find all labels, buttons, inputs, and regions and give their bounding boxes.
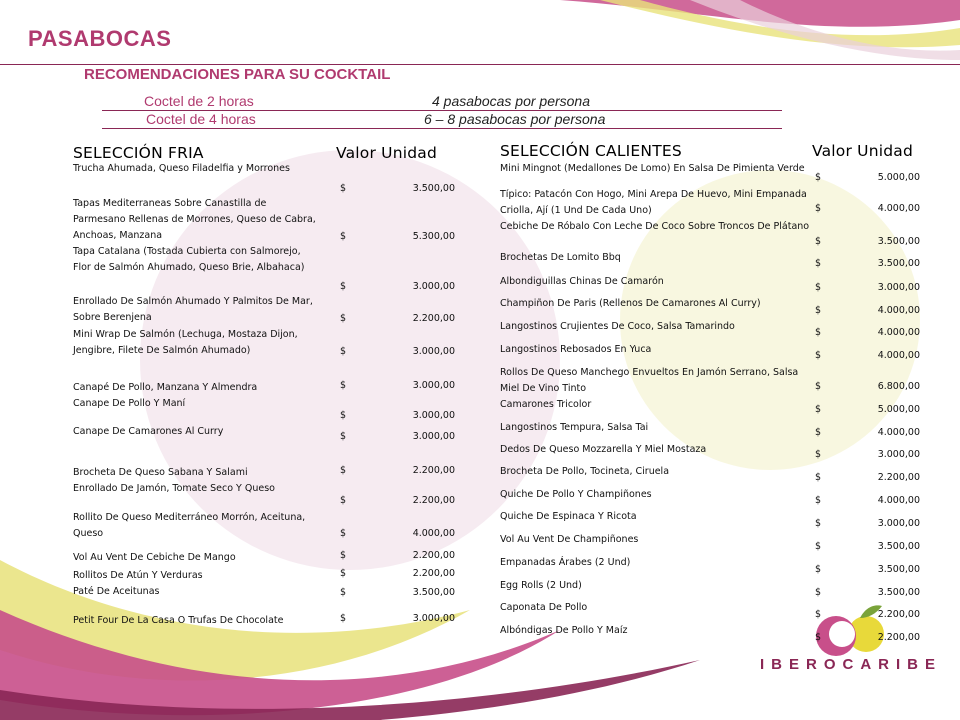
menu-item-name: Mini Wrap De Salmón (Lechuga, Mostaza Dijon, [73, 329, 298, 340]
menu-item-price: 3.000,00 [412, 613, 455, 624]
menu-item-name: Rollitos De Atún Y Verduras [73, 570, 203, 581]
currency-symbol: $ [340, 495, 347, 506]
menu-item-price: 3.000,00 [412, 346, 455, 357]
currency-symbol: $ [340, 410, 347, 421]
menu-item-name: Tapas Mediterraneas Sobre Canastilla de [73, 198, 267, 209]
menu-item-price: 3.000,00 [412, 281, 455, 292]
currency-symbol: $ [815, 282, 822, 293]
currency-symbol: $ [815, 632, 822, 643]
menu-item-price: 3.500,00 [877, 236, 920, 247]
menu-item-name: Enrollado De Jamón, Tomate Seco Y Queso [73, 483, 275, 494]
plan-value: 6 – 8 pasabocas por persona [424, 111, 606, 127]
menu-item-price: 5.000,00 [877, 172, 920, 183]
menu-item-name: Vol Au Vent De Champiñones [500, 534, 639, 545]
currency-symbol: $ [815, 172, 822, 183]
menu-item-name: Sobre Berenjena [73, 312, 152, 323]
menu-item-price: 4.000,00 [877, 495, 920, 506]
menu-item-name: Canapé De Pollo, Manzana Y Almendra [73, 382, 258, 393]
menu-item-price: 2.200,00 [412, 568, 455, 579]
currency-symbol: $ [340, 281, 347, 292]
menu-item-name: Tapa Catalana (Tostada Cubierta con Salmorejo, [73, 246, 301, 257]
menu-item-price: 3.000,00 [412, 380, 455, 391]
menu-item-price: 3.500,00 [877, 587, 920, 598]
menu-item-price: 2.200,00 [412, 550, 455, 561]
menu-item-price: 2.200,00 [877, 632, 920, 643]
currency-symbol: $ [815, 564, 822, 575]
menu-item-name: Canape De Pollo Y Maní [73, 398, 186, 409]
currency-symbol: $ [815, 203, 822, 214]
menu-item-name: Quiche De Pollo Y Champiñones [500, 489, 652, 500]
menu-item-price: 2.200,00 [877, 609, 920, 620]
menu-item-name: Egg Rolls (2 Und) [500, 580, 582, 591]
currency-symbol: $ [340, 183, 347, 194]
currency-symbol: $ [340, 587, 347, 598]
currency-symbol: $ [340, 613, 347, 624]
currency-symbol: $ [815, 609, 822, 620]
menu-item-name: Caponata De Pollo [500, 602, 588, 613]
menu-item-name: Brocheta De Pollo, Tocineta, Ciruela [500, 466, 670, 477]
plan-value: 4 pasabocas por persona [432, 93, 590, 109]
menu-item-price: 4.000,00 [877, 350, 920, 361]
currency-symbol: $ [815, 327, 822, 338]
menu-item-price: 5.300,00 [412, 231, 455, 242]
menu-item-name: Canape De Camarones Al Curry [73, 426, 224, 437]
currency-symbol: $ [815, 258, 822, 269]
menu-item-name: Albóndigas De Pollo Y Maíz [500, 625, 628, 636]
brand-logo-text: IBEROCARIBE [760, 656, 943, 673]
menu-item-price: 6.800,00 [877, 381, 920, 392]
menu-item-name: Camarones Tricolor [500, 399, 592, 410]
currency-symbol: $ [340, 231, 347, 242]
menu-item-name: Langostinos Crujientes De Coco, Salsa Tamarindo [500, 321, 735, 332]
menu-item-name: Cebiche De Róbalo Con Leche De Coco Sobre Troncos De Plátano [500, 221, 810, 232]
currency-symbol: $ [815, 541, 822, 552]
menu-item-name: Parmesano Rellenas de Morrones, Queso de Cabra, [73, 214, 316, 225]
calientes-heading: SELECCIÓN CALIENTES [500, 142, 682, 160]
currency-symbol: $ [815, 305, 822, 316]
menu-item-name: Miel De Vino Tinto [500, 383, 587, 394]
currency-symbol: $ [815, 518, 822, 529]
calientes-value-heading: Valor Unidad [812, 142, 914, 160]
menu-item-price: 3.000,00 [877, 282, 920, 293]
menu-item-name: Langostinos Rebosados En Yuca [500, 344, 652, 355]
fria-value-heading: Valor Unidad [336, 144, 438, 162]
menu-item-name: Típico: Patacón Con Hogo, Mini Arepa De Huevo, Mini Empanada [500, 189, 807, 200]
menu-item-name: Trucha Ahumada, Queso Filadelfia y Morrones [73, 163, 290, 174]
menu-item-name: Anchoas, Manzana [73, 230, 163, 241]
menu-item-name: Petit Four De La Casa O Trufas De Chocolate [73, 615, 284, 626]
currency-symbol: $ [815, 236, 822, 247]
menu-item-price: 5.000,00 [877, 404, 920, 415]
currency-symbol: $ [815, 495, 822, 506]
menu-item-price: 4.000,00 [877, 427, 920, 438]
menu-item-price: 4.000,00 [412, 528, 455, 539]
menu-item-price: 2.200,00 [412, 465, 455, 476]
menu-item-name: Flor de Salmón Ahumado, Queso Brie, Albahaca) [73, 262, 305, 273]
menu-item-price: 2.200,00 [412, 495, 455, 506]
menu-item-price: 2.200,00 [877, 472, 920, 483]
plan-label: Coctel de 2 horas [144, 93, 254, 109]
currency-symbol: $ [340, 346, 347, 357]
menu-item-name: Langostinos Tempura, Salsa Tai [500, 422, 649, 433]
menu-item-price: 4.000,00 [877, 305, 920, 316]
menu-item-price: 3.000,00 [877, 449, 920, 460]
currency-symbol: $ [340, 380, 347, 391]
plan-row [102, 111, 782, 129]
title-rule [0, 64, 960, 65]
menu-item-price: 2.200,00 [412, 313, 455, 324]
menu-item-name: Empanadas Árabes (2 Und) [500, 557, 631, 568]
menu-item-price: 3.500,00 [877, 258, 920, 269]
menu-item-price: 3.000,00 [877, 518, 920, 529]
menu-item-name: Quiche De Espinaca Y Ricota [500, 511, 637, 522]
subtitle: RECOMENDACIONES PARA SU COCKTAIL [84, 66, 391, 83]
menu-item-name: Vol Au Vent De Cebiche De Mango [73, 552, 236, 563]
menu-item-name: Champiñon De Paris (Rellenos De Camarones Al Curry) [500, 298, 761, 309]
menu-item-price: 3.500,00 [877, 564, 920, 575]
menu-item-price: 3.000,00 [412, 431, 455, 442]
menu-item-name: Mini Mingnot (Medallones De Lomo) En Salsa De Pimienta Verde [500, 163, 805, 174]
menu-item-price: 3.500,00 [877, 541, 920, 552]
menu-item-name: Criolla, Ají (1 Und De Cada Uno) [500, 205, 652, 216]
menu-item-name: Rollos De Queso Manchego Envueltos En Jamón Serrano, Salsa [500, 367, 799, 378]
currency-symbol: $ [815, 449, 822, 460]
menu-item-price: 4.000,00 [877, 327, 920, 338]
currency-symbol: $ [340, 313, 347, 324]
currency-symbol: $ [815, 472, 822, 483]
currency-symbol: $ [340, 528, 347, 539]
menu-item-name: Jengibre, Filete De Salmón Ahumado) [73, 345, 251, 356]
currency-symbol: $ [815, 404, 822, 415]
currency-symbol: $ [340, 465, 347, 476]
menu-item-name: Brochetas De Lomito Bbq [500, 252, 621, 263]
menu-item-price: 4.000,00 [877, 203, 920, 214]
fria-heading: SELECCIÓN FRIA [73, 144, 204, 162]
menu-item-name: Dedos De Queso Mozzarella Y Miel Mostaza [500, 444, 707, 455]
menu-item-name: Queso [73, 528, 104, 539]
menu-item-name: Rollito De Queso Mediterráneo Morrón, Aceituna, [73, 512, 306, 523]
currency-symbol: $ [340, 550, 347, 561]
menu-item-name: Brocheta De Queso Sabana Y Salami [73, 467, 248, 478]
menu-item-name: Paté De Aceitunas [73, 586, 160, 597]
currency-symbol: $ [815, 427, 822, 438]
plan-label: Coctel de 4 horas [146, 111, 256, 127]
menu-item-price: 3.500,00 [412, 183, 455, 194]
currency-symbol: $ [340, 568, 347, 579]
currency-symbol: $ [815, 381, 822, 392]
menu-item-name: Albondiguillas Chinas De Camarón [500, 276, 664, 287]
page-title: PASABOCAS [28, 26, 172, 51]
menu-item-price: 3.500,00 [412, 587, 455, 598]
menu-item-name: Enrollado De Salmón Ahumado Y Palmitos De Mar, [73, 296, 313, 307]
currency-symbol: $ [815, 350, 822, 361]
plan-row [102, 93, 782, 111]
currency-symbol: $ [815, 587, 822, 598]
currency-symbol: $ [340, 431, 347, 442]
menu-item-price: 3.000,00 [412, 410, 455, 421]
